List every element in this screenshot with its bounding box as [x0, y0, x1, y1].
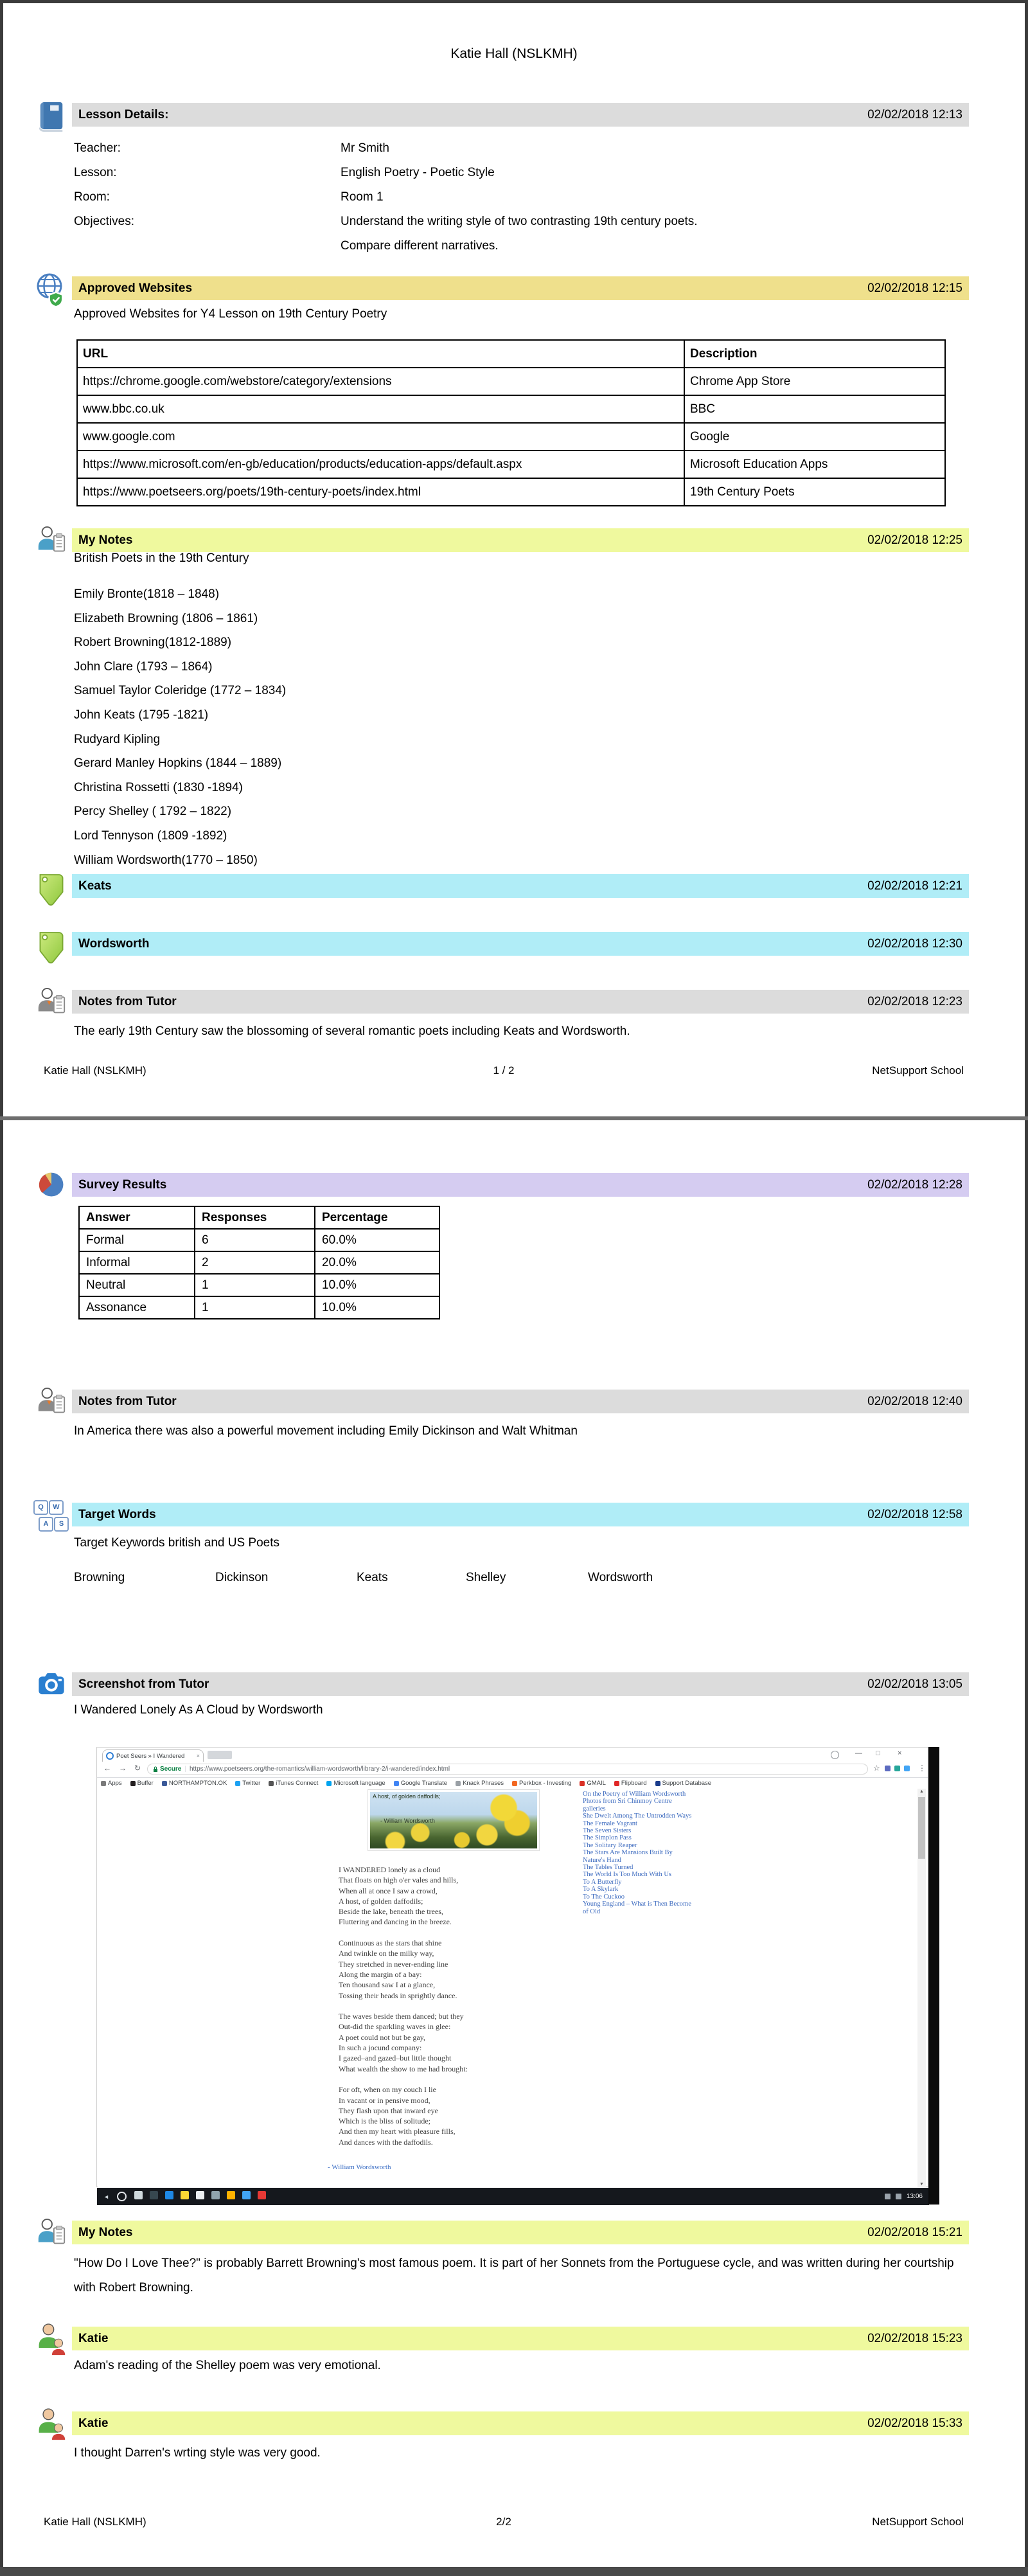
new-tab-button[interactable] — [208, 1751, 232, 1759]
wordsworth-tag-icon — [33, 929, 69, 970]
sidebar-link[interactable]: Photos from Sri Chinmoy Centre — [583, 1798, 672, 1805]
poem-line: They stretched in never-ending line — [339, 1959, 448, 1969]
bookmark-item[interactable]: Support Database — [655, 1780, 712, 1787]
column-header-description: Description — [684, 340, 945, 368]
poem-line: The waves beside them danced; but they — [339, 2012, 464, 2021]
browser-scrollbar[interactable] — [917, 1789, 926, 2187]
taskbar-app-icon[interactable] — [165, 2191, 173, 2199]
poem-line: That floats on high o'er vales and hills, — [339, 1875, 459, 1885]
table-header-row — [77, 340, 945, 368]
date-stamp: 02/02/2018 15:21 — [867, 2225, 962, 2239]
sidebar-link[interactable]: The Solitary Reaper — [583, 1841, 637, 1849]
poem-line: And twinkle on the milky way, — [339, 1949, 434, 1958]
key-cap: S — [54, 1517, 69, 1532]
taskbar-app-icon[interactable] — [211, 2191, 220, 2199]
url-cell: https://chrome.google.com/webstore/category/extensions — [77, 368, 684, 395]
lesson-field-row — [74, 210, 698, 234]
poet-line: Percy Shelley ( 1792 – 1822) — [74, 805, 232, 819]
keyboard-keys-icon — [33, 1500, 69, 1534]
extension-icon[interactable] — [904, 1766, 910, 1771]
section-title: Notes from Tutor — [78, 1394, 177, 1408]
lesson-fields — [74, 136, 698, 258]
poem-line: Ten thousand saw I at a glance, — [339, 1980, 436, 1990]
taskbar-tray — [885, 2193, 923, 2200]
bookmark-favicon — [394, 1781, 399, 1786]
poem-line — [339, 2001, 468, 2012]
bookmark-favicon — [235, 1781, 240, 1786]
responses-cell: 1 — [195, 1274, 315, 1296]
footer-brand: NetSupport School — [872, 2516, 964, 2528]
search-icon[interactable] — [117, 2192, 127, 2201]
date-stamp: 02/02/2018 12:21 — [867, 879, 962, 893]
poem-line: And dances with the daffodils. — [339, 2137, 433, 2147]
page-number: 2/2 — [496, 2516, 511, 2528]
bookmark-favicon — [614, 1781, 619, 1786]
responses-cell: 2 — [195, 1251, 315, 1274]
target-word: Keats — [357, 1571, 388, 1584]
field-value: Mr Smith — [341, 141, 389, 155]
field-value: Room 1 — [341, 190, 384, 204]
url-text: https://www.poetseers.org/the-romantics/william-wordsworth/library-2/i-wandered/index.html — [189, 1766, 450, 1773]
date-stamp: 02/02/2018 12:25 — [867, 533, 962, 547]
description-cell: 19th Century Poets — [684, 478, 945, 506]
survey-row — [79, 1229, 439, 1251]
responses-cell: 6 — [195, 1229, 315, 1251]
description-cell: BBC — [684, 395, 945, 423]
poem-line — [339, 1928, 468, 1938]
poet-line: Emily Bronte(1818 – 1848) — [74, 587, 220, 601]
section-title: Notes from Tutor — [78, 994, 177, 1008]
bookmark-favicon — [326, 1781, 332, 1786]
poem-line: Fluttering and dancing in the breeze. — [339, 1917, 452, 1927]
field-label: Room: — [74, 190, 110, 204]
taskbar-app-icon[interactable] — [227, 2191, 235, 2199]
percentage-cell: 10.0% — [315, 1274, 439, 1296]
lesson-field-row — [74, 161, 698, 185]
tutor-notes-icon — [33, 986, 69, 1024]
poem-line: Beside the lake, beneath the trees, — [339, 1907, 443, 1917]
section-bar-wordsworth — [72, 932, 969, 956]
taskbar-app-icon[interactable] — [258, 2191, 266, 2199]
my-notes-person-icon — [33, 2217, 69, 2255]
field-label: Teacher: — [74, 141, 121, 155]
bookmark-star-icon[interactable]: ☆ — [873, 1764, 880, 1773]
footer-student: Katie Hall (NSLKMH) — [44, 1064, 146, 1077]
poem-line: Out-did the sparkling waves in glee: — [339, 2022, 451, 2032]
target-word: Dickinson — [215, 1571, 269, 1584]
target-word: Wordsworth — [588, 1571, 653, 1584]
poem-line — [339, 2075, 468, 2085]
poem-line: A poet could not but be gay, — [339, 2032, 425, 2042]
tutor-notes-icon — [33, 1386, 69, 1424]
keats-tag-icon — [33, 872, 69, 912]
section-bar-approved-websites — [72, 276, 969, 300]
tray-icon[interactable] — [896, 2194, 901, 2199]
taskbar-app-icons — [134, 2191, 273, 2203]
tab-title: Poet Seers » I Wandered — [116, 1752, 185, 1760]
bookmark-item[interactable]: Apps — [101, 1780, 122, 1787]
field-label: Objectives: — [74, 215, 134, 228]
bottom-frame-band — [0, 2567, 1028, 2576]
bookmark-item[interactable]: Knack Phrases — [456, 1780, 504, 1787]
back-icon[interactable]: ← — [103, 1764, 111, 1773]
page-footer-2 — [44, 2516, 964, 2528]
poet-line: Rudyard Kipling — [74, 732, 161, 746]
website-row — [77, 368, 945, 395]
section-bar-target-words — [72, 1503, 969, 1526]
poem-line: When all at once I saw a crowd, — [339, 1886, 438, 1895]
section-title: Wordsworth — [78, 936, 150, 951]
url-cell: https://www.poetseers.org/poets/19th-century-poets/index.html — [77, 478, 684, 506]
extension-icon[interactable] — [894, 1766, 900, 1771]
sidebar-link[interactable]: The Stars Are Mansions Built By — [583, 1849, 673, 1857]
answer-cell: Informal — [79, 1251, 195, 1274]
poem-line: Continuous as the stars that shine — [339, 1938, 442, 1948]
lesson-field-row — [74, 185, 698, 210]
key-cap: W — [49, 1500, 64, 1515]
lesson-field-row — [74, 136, 698, 161]
percentage-cell: 20.0% — [315, 1251, 439, 1274]
sidebar-link[interactable]: galleries — [583, 1805, 606, 1812]
bookmark-item[interactable]: NORTHAMPTON.OK — [162, 1780, 227, 1787]
responses-cell: 1 — [195, 1296, 315, 1319]
screenshot-right-edge — [928, 1747, 939, 2205]
date-stamp: 02/02/2018 15:23 — [867, 2331, 962, 2345]
survey-row — [79, 1251, 439, 1274]
taskbar-app-icon[interactable] — [134, 2191, 143, 2199]
field-value: English Poetry - Poetic Style — [341, 166, 495, 179]
camera-icon — [33, 1668, 69, 1704]
answer-cell: Assonance — [79, 1296, 195, 1319]
poet-line: Samuel Taylor Coleridge (1772 – 1834) — [74, 684, 287, 698]
book-icon — [33, 100, 69, 136]
section-title: Survey Results — [78, 1177, 167, 1192]
percentage-cell: 60.0% — [315, 1229, 439, 1251]
bookmark-favicon — [456, 1781, 461, 1786]
survey-row — [79, 1274, 439, 1296]
bookmark-item[interactable]: iTunes Connect — [269, 1780, 318, 1787]
poem-line: I gazed–and gazed–but little thought — [339, 2053, 452, 2063]
date-stamp: 02/02/2018 12:28 — [867, 1177, 962, 1192]
poet-line: John Clare (1793 – 1864) — [74, 659, 213, 674]
image-caption-line1: A host, of golden daffodils; — [373, 1793, 441, 1800]
poem-line: Which is the bliss of solitude; — [339, 2116, 430, 2126]
windows-taskbar — [97, 2188, 929, 2205]
key-cap: Q — [33, 1500, 48, 1515]
scroll-up-icon[interactable]: ▲ — [919, 1789, 924, 1794]
date-stamp: 02/02/2018 12:13 — [867, 107, 962, 121]
bookmark-favicon — [162, 1781, 167, 1786]
my-notes-person-icon — [33, 524, 69, 562]
browser-toolbar — [97, 1762, 928, 1778]
poem-author-link[interactable]: - William Wordsworth — [328, 2163, 391, 2171]
approved-websites-table — [76, 339, 946, 506]
section-title: My Notes — [78, 2225, 133, 2239]
sidebar-link[interactable]: To The Cuckoo — [583, 1893, 625, 1901]
lesson-field-row — [74, 234, 698, 258]
column-header-answer: Answer — [79, 1206, 195, 1229]
katie-note-text: I thought Darren's wrting style was very good. — [74, 2446, 321, 2460]
section-title: Lesson Details: — [78, 107, 169, 121]
tab-close-icon[interactable]: × — [196, 1753, 200, 1759]
date-stamp: 02/02/2018 12:15 — [867, 281, 962, 295]
sidebar-link[interactable]: She Dwelt Among The Untrodden Ways — [583, 1812, 692, 1820]
section-bar-screenshot-from-tutor — [72, 1672, 969, 1696]
poet-line: Gerard Manley Hopkins (1844 – 1889) — [74, 756, 282, 771]
bookmark-item[interactable]: Perkbox - Investing — [512, 1780, 571, 1787]
poem-line: In vacant or in pensive mood, — [339, 2095, 430, 2105]
poem-line: Along the margin of a bay: — [339, 1969, 422, 1979]
poet-line: Robert Browning(1812-1889) — [74, 636, 232, 650]
key-cap: A — [39, 1517, 53, 1532]
poem-line: Tossing their heads in sprightly dance. — [339, 1990, 457, 2000]
chrome-browser-window — [96, 1747, 928, 2200]
scrollbar-thumb[interactable] — [918, 1797, 925, 1859]
sidebar-link[interactable]: The Simplon Pass — [583, 1834, 632, 1842]
target-word: Shelley — [466, 1571, 506, 1584]
field-label: Lesson: — [74, 166, 117, 179]
section-bar-survey-results — [72, 1173, 969, 1197]
my-note-text: "How Do I Love Thee?" is probably Barrett Browning's most famous poem. It is part of her Sonnets from the Portuguese cycle, and was written during her courtship with Robert Browning. — [74, 2257, 954, 2294]
menu-dots-icon[interactable]: ⋮ — [918, 1764, 926, 1773]
speaker-icon[interactable]: ◄ — [103, 2193, 109, 2200]
percentage-cell: 10.0% — [315, 1296, 439, 1319]
browser-tab[interactable] — [102, 1749, 204, 1762]
bookmark-item[interactable]: Google Translate — [394, 1780, 447, 1787]
poem-line: A host, of golden daffodils; — [339, 1896, 423, 1906]
poem-line: In such a jocund company: — [339, 2043, 422, 2053]
padlock-icon — [153, 1766, 158, 1773]
poem-line: And then my heart with pleasure fills, — [339, 2127, 456, 2136]
tutor-note-text: In America there was also a powerful movement including Emily Dickinson and Walt Whitman — [74, 1424, 578, 1438]
page-title: Katie Hall (NSLKMH) — [450, 46, 578, 61]
section-bar-katie-2 — [72, 2411, 969, 2435]
extension-icons — [885, 1766, 910, 1771]
website-row — [77, 395, 945, 423]
page-break-divider — [0, 1116, 1028, 1120]
description-cell: Google — [684, 423, 945, 451]
section-bar-notes-from-tutor-2 — [72, 1390, 969, 1413]
section-title: Approved Websites — [78, 281, 193, 295]
reload-icon[interactable]: ↻ — [134, 1764, 141, 1773]
website-row — [77, 423, 945, 451]
katie-chat-icon — [33, 2408, 69, 2446]
sidebar-links — [583, 1791, 734, 1915]
my-notes-intro: British Poets in the 19th Century — [74, 551, 249, 565]
section-bar-katie-1 — [72, 2327, 969, 2350]
date-stamp: 02/02/2018 13:05 — [867, 1677, 962, 1691]
tutor-screenshot — [96, 1747, 939, 2205]
bookmark-favicon — [655, 1781, 660, 1786]
taskbar-clock: 13:06 — [906, 2193, 923, 2200]
bookmark-favicon — [101, 1781, 106, 1786]
maximize-button[interactable]: □ — [876, 1749, 880, 1757]
target-words-intro: Target Keywords british and US Poets — [74, 1536, 279, 1550]
poem-line: What wealth the show to me had brought: — [339, 2064, 468, 2073]
sidebar-link[interactable]: To A Skylark — [583, 1886, 619, 1893]
section-title: Keats — [78, 879, 112, 893]
survey-results-table — [78, 1206, 440, 1319]
page-footer-1 — [44, 1064, 964, 1077]
taskbar-app-icon[interactable] — [150, 2191, 158, 2199]
sidebar-link[interactable]: Young England – What is Then Become — [583, 1901, 691, 1908]
approved-websites-icon — [33, 273, 69, 313]
poets-list — [74, 582, 286, 872]
section-title: Katie — [78, 2416, 109, 2430]
daffodil-photo — [370, 1792, 537, 1848]
website-row — [77, 451, 945, 478]
target-word: Browning — [74, 1571, 125, 1584]
date-stamp: 02/02/2018 15:33 — [867, 2416, 962, 2430]
sidebar-link[interactable]: The Tables Turned — [583, 1864, 634, 1872]
scroll-down-icon[interactable]: ▼ — [919, 2182, 924, 2187]
section-bar-my-notes — [72, 528, 969, 552]
url-cell: www.google.com — [77, 423, 684, 451]
taskbar-app-icon[interactable] — [196, 2191, 204, 2199]
section-bar-lesson-details — [72, 103, 969, 127]
sidebar-link[interactable]: The World Is Too Much With Us — [583, 1871, 671, 1879]
answer-cell: Formal — [79, 1229, 195, 1251]
bookmark-item[interactable]: GMAIL — [580, 1780, 606, 1787]
katie-chat-icon — [33, 2323, 69, 2361]
section-title: Screenshot from Tutor — [78, 1677, 209, 1691]
katie-note-text: Adam's reading of the Shelley poem was very emotional. — [74, 2359, 381, 2372]
section-bar-notes-from-tutor-1 — [72, 990, 969, 1014]
sidebar-link[interactable]: On the Poetry of William Wordsworth — [583, 1791, 686, 1798]
poem-line: I WANDERED lonely as a cloud — [339, 1865, 441, 1874]
url-cell: www.bbc.co.uk — [77, 395, 684, 423]
table-header-row — [79, 1206, 439, 1229]
date-stamp: 02/02/2018 12:58 — [867, 1507, 962, 1521]
window-close-button[interactable]: × — [898, 1749, 902, 1757]
column-header-percentage: Percentage — [315, 1206, 439, 1229]
footer-student: Katie Hall (NSLKMH) — [44, 2516, 146, 2528]
bookmark-item[interactable]: Flipboard — [614, 1780, 647, 1787]
date-stamp: 02/02/2018 12:40 — [867, 1394, 962, 1408]
poet-line: Lord Tennyson (1809 -1892) — [74, 828, 227, 843]
bookmark-favicon — [130, 1781, 136, 1786]
field-value: Understand the writing style of two contrasting 19th century poets. — [341, 215, 698, 228]
bookmark-item[interactable]: Microsoft language — [326, 1780, 385, 1787]
section-title: Target Words — [78, 1507, 156, 1521]
profile-icon[interactable] — [831, 1751, 839, 1759]
extension-icon[interactable] — [885, 1766, 891, 1771]
bookmarks-bar — [101, 1778, 859, 1788]
tab-favicon — [106, 1752, 114, 1760]
bookmark-favicon — [512, 1781, 517, 1786]
column-header-responses: Responses — [195, 1206, 315, 1229]
column-header-url: URL — [77, 340, 684, 368]
survey-row — [79, 1296, 439, 1319]
section-title: My Notes — [78, 533, 133, 547]
date-stamp: 02/02/2018 12:23 — [867, 994, 962, 1008]
tray-icon[interactable] — [885, 2194, 891, 2199]
forward-icon[interactable]: → — [119, 1764, 127, 1773]
poem-text — [339, 1865, 468, 2148]
website-row — [77, 478, 945, 506]
date-stamp: 02/02/2018 12:30 — [867, 936, 962, 951]
poet-line: John Keats (1795 -1821) — [74, 708, 209, 722]
section-bar-keats — [72, 874, 969, 898]
secure-badge: Secure — [153, 1766, 181, 1773]
answer-cell: Neutral — [79, 1274, 195, 1296]
minimize-button[interactable]: — — [855, 1749, 862, 1757]
footer-brand: NetSupport School — [872, 1064, 964, 1077]
screenshot-caption: I Wandered Lonely As A Cloud by Wordsworth — [74, 1703, 323, 1717]
bookmark-favicon — [580, 1781, 585, 1786]
bookmark-favicon — [269, 1781, 274, 1786]
poet-line: William Wordsworth(1770 – 1850) — [74, 853, 258, 867]
poet-line: Elizabeth Browning (1806 – 1861) — [74, 611, 258, 625]
poem-line: They flash upon that inward eye — [339, 2106, 438, 2115]
bookmark-item[interactable]: Twitter — [235, 1780, 260, 1787]
section-bar-my-notes-2 — [72, 2221, 969, 2244]
approved-intro: Approved Websites for Y4 Lesson on 19th Century Poetry — [74, 307, 387, 321]
sidebar-link[interactable]: The Seven Sisters — [583, 1827, 632, 1835]
image-caption-line2: - William Wordsworth — [380, 1818, 435, 1824]
pie-chart-icon — [33, 1168, 69, 1205]
webpage-content — [98, 1789, 917, 2187]
sidebar-link[interactable]: To A Butterfly — [583, 1878, 622, 1886]
sidebar-link[interactable]: The Female Vagrant — [583, 1820, 637, 1827]
address-bar[interactable] — [147, 1764, 868, 1775]
omnibox-separator: | — [184, 1766, 186, 1773]
tutor-note-text: The early 19th Century saw the blossoming of several romantic poets including Keats and Wordsworth. — [74, 1024, 630, 1038]
page-number: 1 / 2 — [493, 1064, 515, 1077]
url-cell: https://www.microsoft.com/en-gb/education/products/education-apps/default.aspx — [77, 451, 684, 478]
field-value: Compare different narratives. — [341, 239, 499, 253]
taskbar-app-icon[interactable] — [242, 2191, 251, 2199]
section-title: Katie — [78, 2331, 109, 2345]
poem-line: For oft, when on my couch I lie — [339, 2085, 436, 2095]
taskbar-app-icon[interactable] — [181, 2191, 189, 2199]
sidebar-link[interactable]: of Old — [583, 1908, 601, 1915]
daffodil-image — [368, 1789, 540, 1851]
bookmark-item[interactable]: Buffer — [130, 1780, 154, 1787]
sidebar-link[interactable]: Nature's Hand — [583, 1856, 621, 1864]
description-cell: Microsoft Education Apps — [684, 451, 945, 478]
poet-line: Christina Rossetti (1830 -1894) — [74, 780, 243, 794]
description-cell: Chrome App Store — [684, 368, 945, 395]
